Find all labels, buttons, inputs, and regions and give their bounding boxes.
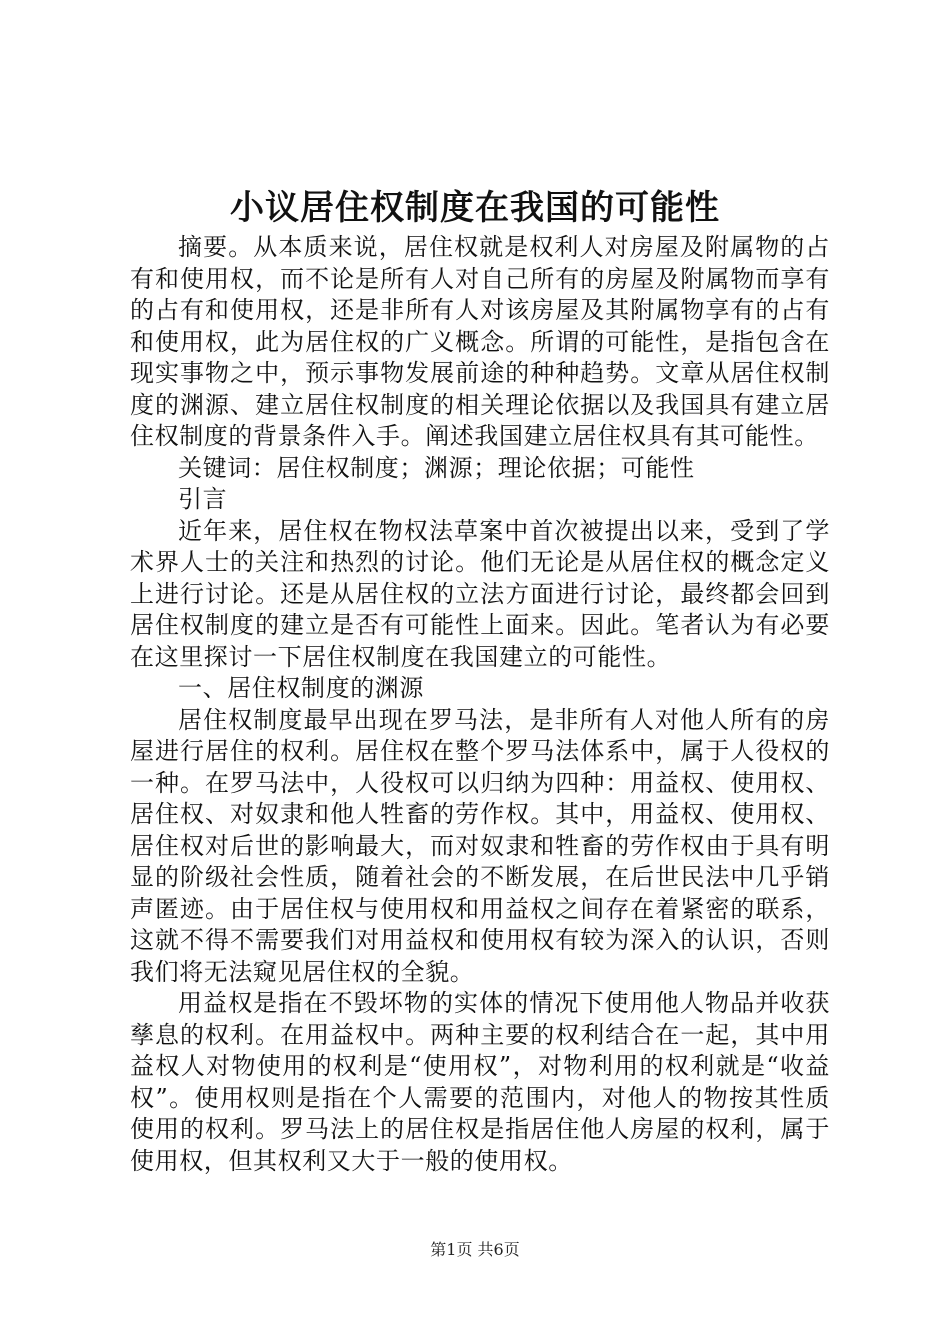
section-1-paragraph-2: 用益权是指在不毁坏物的实体的情况下使用他人物品并收获孳息的权利。在用益权中。两种主要的权利结合在一起，其中用益权人对物使用的权利是“使用权”，对物利用的权利就是“收益权”。使用权则是指在个人需要的范围内，对他人的物按其性质使用的权利。罗马法上的居住权是指居住他人房屋的权利，属于使用权，但其权利又大于一般的使用权。 bbox=[130, 989, 830, 1175]
document-title: 小议居住权制度在我国的可能性 bbox=[230, 188, 720, 228]
page-footer: 第1页 共6页 bbox=[430, 1240, 520, 1259]
section-1-paragraph-1: 居住权制度最早出现在罗马法，是非所有人对他人所有的房屋进行居住的权利。居住权在整个罗马法体系中，属于人役权的一种。在罗马法中，人役权可以归纳为四种：用益权、使用权、居住权、对奴隶和他人牲畜的劳作权。其中，用益权、使用权、居住权对后世的影响最大，而对奴隶和牲畜的劳作权由于具有明显的阶级社会性质，随着社会的不断发展，在后世民法中几乎销声匿迹。由于居住权与使用权和用益权之间存在着紧密的联系，这就不得不需要我们对用益权和使用权有较为深入的认识，否则我们将无法窥见居住权的全貌。 bbox=[130, 705, 830, 986]
intro-paragraph: 近年来，居住权在物权法草案中首次被提出以来，受到了学术界人士的关注和热烈的讨论。他们无论是从居住权的概念定义上进行讨论。还是从居住权的立法方面进行讨论，最终都会回到居住权制度的建立是否有可能性上面来。因此。笔者认为有必要在这里探讨一下居住权制度在我国建立的可能性。 bbox=[130, 516, 830, 671]
intro-heading: 引言 bbox=[178, 485, 228, 513]
abstract-paragraph: 摘要。从本质来说，居住权就是权利人对房屋及附属物的占有和使用权，而不论是所有人对自己所有的房屋及附属物而享有的占有和使用权，还是非所有人对该房屋及其附属物享有的占有和使用权，此为居住权的广义概念。所谓的可能性，是指包含在现实事物之中，预示事物发展前途的种种趋势。文章从居住权制度的渊源、建立居住权制度的相关理论依据以及我国具有建立居住权制度的背景条件入手。阐述我国建立居住权具有其可能性。 bbox=[130, 233, 830, 450]
document-body bbox=[130, 232, 830, 1177]
section-1-heading: 一、居住权制度的渊源 bbox=[178, 674, 424, 702]
keywords-paragraph: 关键词：居住权制度；渊源；理论依据；可能性 bbox=[178, 453, 695, 482]
